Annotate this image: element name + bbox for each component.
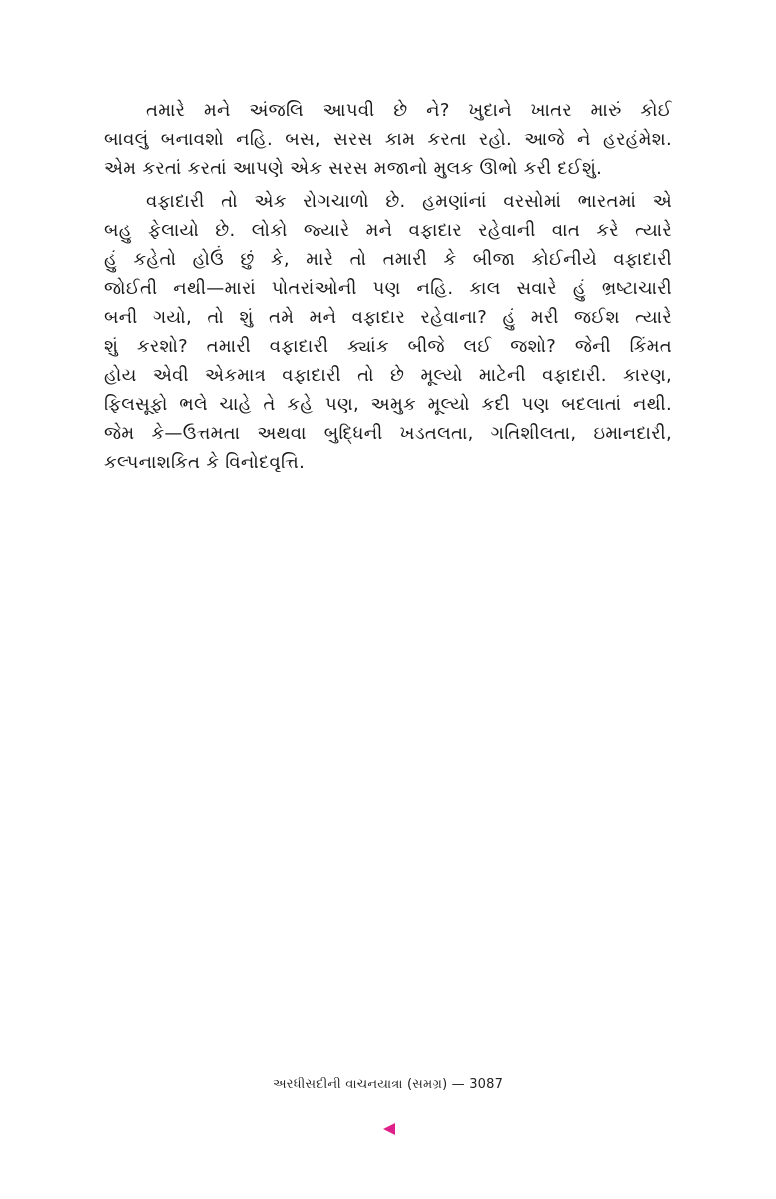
text-line: બની ગયો, તો શું તમે મને વફાદાર રહેવાના? હું મરી જઈશ ત્યારે [104,307,672,328]
text-line: શું કરશો? તમારી વફાદારી ક્યાંક બીજે લઈ જશો? જેની કિંમત [104,336,672,357]
paragraph-2 [104,187,672,477]
text-line: એમ કરતાં કરતાં આપણે એક સરસ મજાનો મુલક ઊભો કરી દઈશું. [104,158,603,179]
text-line: જેમ કે—ઉત્તમતા અથવા બુદ્ધિની ખડતલતા, ગતિશીલતા, ઇમાનદારી, [104,423,672,444]
text-line: બાવલું બનાવશો નહિ. બસ, સરસ કામ કરતા રહો. આજે ને હરહંમેશ. [104,129,672,150]
paragraph-1 [104,96,672,183]
body-text [104,96,672,477]
text-line: જોઈતી નથી—મારાં પોતરાંઓની પણ નહિ. કાલ સવારે હું ભ્રષ્ટાચારી [104,278,672,299]
text-line: તમારે મને અંજલિ આપવી છે ને? ખુદાને ખાતર મારું કોઈ [146,100,672,121]
text-line: વફાદારી તો એક રોગચાળો છે. હમણાંનાં વરસોમાં ભારતમાં એ [146,191,672,212]
text-line: કલ્પનાશકિત કે વિનોદવૃત્તિ. [104,452,306,473]
left-triangle-icon[interactable] [383,1123,395,1135]
text-line: હું કહેતો હોઉં છું કે, મારે તો તમારી કે બીજા કોઈનીયે વફાદારી [104,249,672,270]
text-line: હોય એવી એકમાત્ર વફાદારી તો છે મૂલ્યો માટેની વફાદારી. કારણ, [104,365,672,386]
text-line: બહુ ફેલાયો છે. લોકો જ્યારે મને વફાદાર રહેવાની વાત કરે ત્યારે [104,220,672,241]
text-line: ફિલસૂફો ભલે ચાહે તે કહે પણ, અમુક મૂલ્યો કદી પણ બદલાતાં નથી. [104,394,672,415]
running-footer: અરધીસદીની વાચનયાત્રા (સમગ્ર) — 3087 [272,1077,504,1092]
